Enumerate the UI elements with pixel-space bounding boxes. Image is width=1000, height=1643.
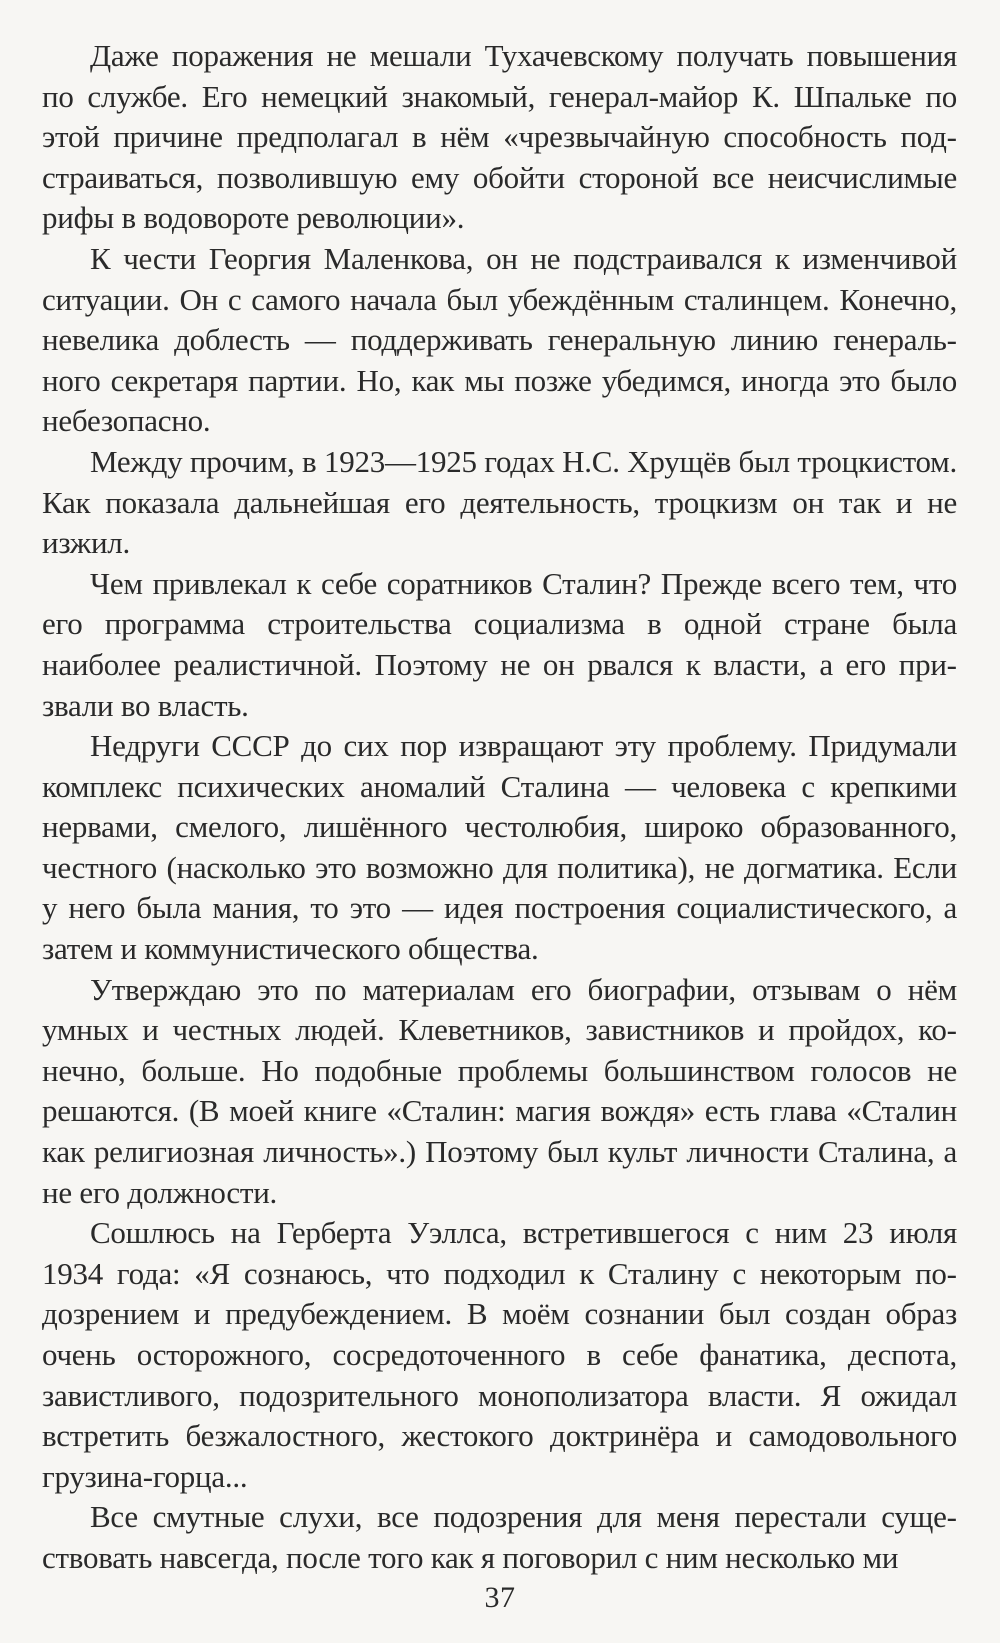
- body-text: [42, 36, 957, 1579]
- paragraph-3: Между прочим, в 1923—1925 годах Н.С. Хрущёв был троцкистом. Как показала дальнейшая его деятельность, троцкизм он так и не изжил.: [42, 443, 957, 561]
- paragraph-6: Утверждаю это по материалам его биографии, отзывам о нём умных и честных людей. Клеветников, завистников и пройдох, конечно, больше. Но подобные проблемы большинством голосов не решаются. (В моей книге «Сталин: магия вождя» есть глава «Сталин как религиозная личность».) Поэтому был культ личности Сталина, а не его должности.: [42, 971, 957, 1210]
- page-number: 37: [484, 1581, 516, 1614]
- paragraph-2: К чести Георгия Маленкова, он не подстраивался к изменчивой ситуации. Он с самого начала был убеждённым сталинцем. Конечно, невелика доблесть — поддерживать генеральную линию генерального секретаря партии. Но, как мы позже убедимся, иногда это было небезопасно.: [42, 240, 957, 439]
- paragraph-8: Все смутные слухи, все подозрения для меня перестали существовать навсегда, после того как я поговорил с ним несколько ми: [42, 1499, 957, 1575]
- paragraph-4: Чем привлекал к себе соратников Сталин? Прежде всего тем, что его программа строительства социализма в одной стране была наиболее реалистичной. Поэтому не он рвался к власти, а его призвали во власть.: [42, 565, 957, 723]
- paragraph-5: Недруги СССР до сих пор извращают эту проблему. Придумали комплекс психических аномалий Сталина — человека с крепкими нервами, смелого, лишённого честолюбия, широко образованного, честного (насколько это возможно для политика), не догматика. Если у него была мания, то это — идея построения социалистического, а затем и коммунистического общества.: [42, 728, 957, 967]
- paragraph-1: Даже поражения не мешали Тухачевскому получать повышения по службе. Его немецкий знакомый, генерал-майор К. Шпальке по этой причине предполагал в нём «чрезвычайную способность подстраиваться, позволившую ему обойти стороной все неисчислимые рифы в водовороте революции».: [42, 38, 957, 236]
- paragraph-7: Сошлюсь на Герберта Уэллса, встретившегося с ним 23 июля 1934 года: «Я сознаюсь, что подходил к Сталину с некоторым подозрением и предубеждением. В моём сознании был создан образ очень осторожного, сосредоточенного в себе фанатика, деспота, завистливого, подозрительного монополизатора власти. Я ожидал встретить безжалостного, жестокого доктринёра и самодовольного грузина-горца...: [42, 1215, 957, 1494]
